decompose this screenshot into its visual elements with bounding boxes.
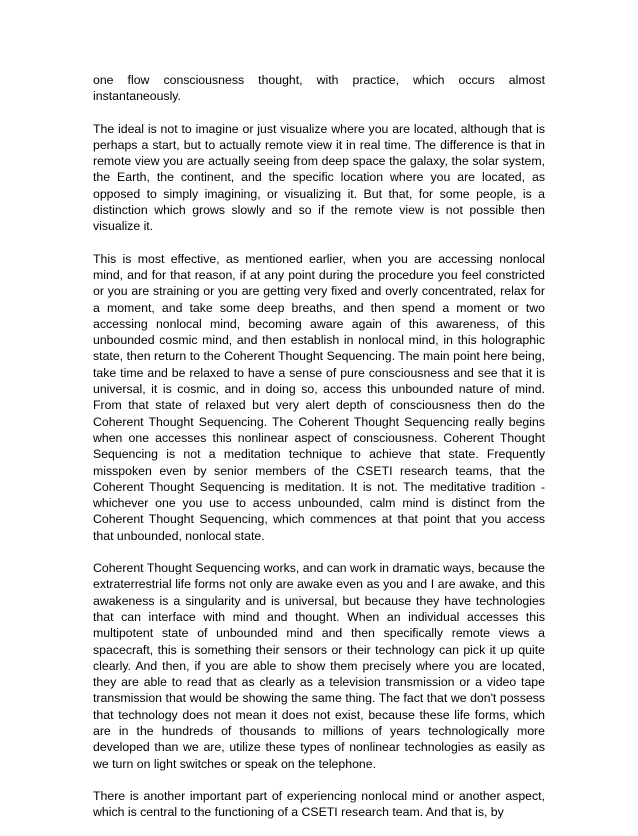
paragraph-2: The ideal is not to imagine or just visualize where you are located, although that is perhaps a start, but to actually remote view it in real time. The difference is that in remote view you are actually seeing from deep space the galaxy, the solar system, the Earth, the continent, and the specific location where you are located, as opposed to simply imagining, or visualizing it. But that, for some people, is a distinction which grows slowly and so if the remote view is not possible then visualize it. xyxy=(93,121,545,234)
paragraph-5: There is another important part of experiencing nonlocal mind or another aspect, which is central to the functioning of a CSETI research team. And that is, by xyxy=(93,788,545,820)
document-page xyxy=(93,72,545,836)
paragraph-1: one flow consciousness thought, with practice, which occurs almost instantaneously. xyxy=(93,73,545,104)
paragraph-4: Coherent Thought Sequencing works, and can work in dramatic ways, because the extraterrestrial life forms not only are awake even as you and I are awake, and this awakeness is a singularity and is universal, but because they have technologies that can interface with mind and thought. When an individual accesses this multipotent state of unbounded mind and then specifically remote views a spacecraft, this is something their sensors or their technology can pick it up quite clearly. And then, if you are able to show them precisely where you are located, they are able to read that as clearly as a television transmission or a video tape transmission that would be showing the same thing. The fact that we don't possess that technology does not mean it does not exist, because these life forms, which are in the hundreds of thousands to millions of years technologically more developed than we are, utilize these types of nonlinear technologies as easily as we turn on light switches or speak on the telephone. xyxy=(93,561,545,771)
paragraph-3: This is most effective, as mentioned earlier, when you are accessing nonlocal mind, and for that reason, if at any point during the procedure you feel constricted or you are straining or you are getting very fixed and overly concentrated, relax for a moment, and take some deep breaths, and then spend a moment or two accessing nonlocal mind, becoming aware again of this awareness, of this unbounded cosmic mind, and then establish in nonlocal mind, in this holographic state, then return to the Coherent Thought Sequencing. The main point here being, take time and be relaxed to have a sense of pure consciousness and see that it is universal, it is cosmic, and in doing so, access this unbounded nature of mind. From that state of relaxed but very alert depth of consciousness then do the Coherent Thought Sequencing. The Coherent Thought Sequencing really begins when one accesses this nonlinear aspect of consciousness. Coherent Thought Sequencing is not a meditation technique to achieve that state. Frequently misspoken even by senior members of the CSETI research teams, that the Coherent Thought Sequencing is meditation. It is not. The meditative tradition - whichever one you use to access unbounded, calm mind is distinct from the Coherent Thought Sequencing, which commences at that point that you access that unbounded, nonlocal state. xyxy=(93,251,545,543)
